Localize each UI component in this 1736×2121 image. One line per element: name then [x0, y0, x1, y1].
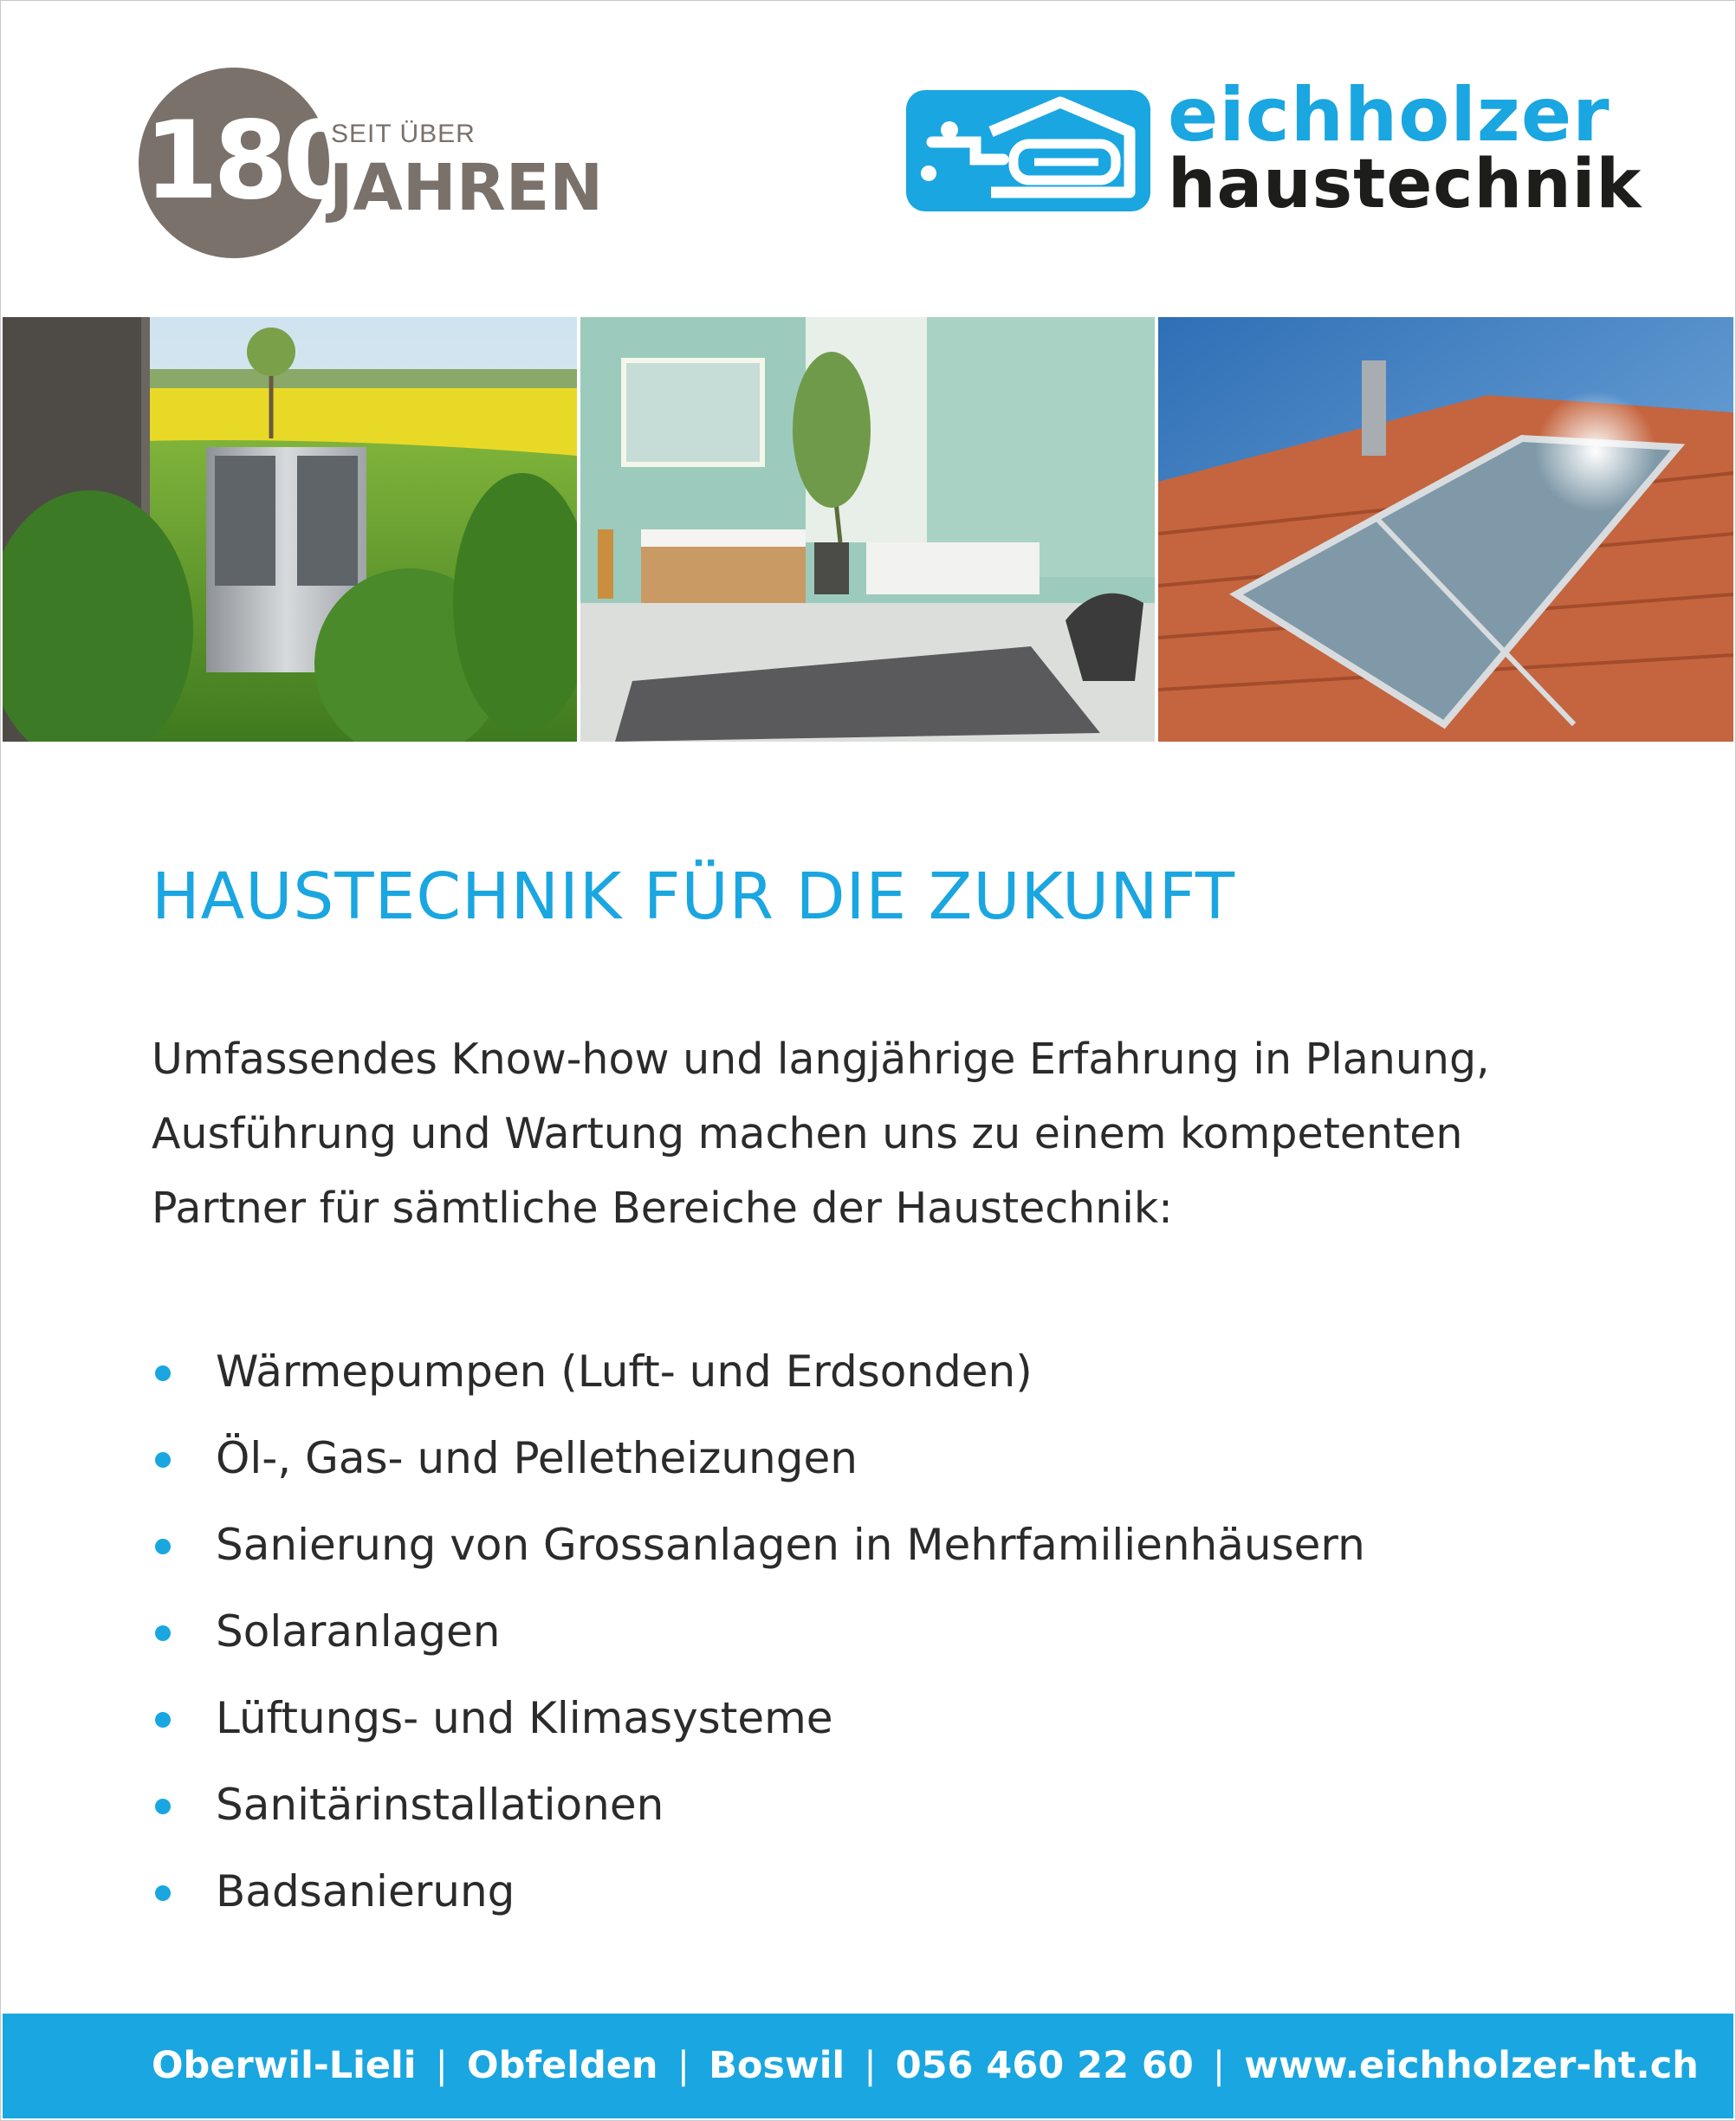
intro-paragraph	[152, 1022, 1624, 1246]
list-item	[152, 1333, 1624, 1419]
service-label: Solaranlagen	[216, 1606, 501, 1657]
anniversary-prefix: SEIT ÜBER	[331, 120, 476, 148]
bullet-icon	[155, 1452, 171, 1468]
list-item	[152, 1506, 1624, 1592]
service-label: Lüftungs- und Klimasysteme	[216, 1693, 833, 1743]
headline: HAUSTECHNIK FÜR DIE ZUKUNFT	[152, 859, 1236, 934]
service-label: Sanitärinstallationen	[216, 1780, 664, 1830]
photo-strip	[3, 317, 1733, 742]
heat-pump-photo	[3, 317, 577, 742]
intro-line: Umfassendes Know-how und langjährige Erfahrung in Planung,	[152, 1035, 1490, 1084]
intro-line: Ausführung und Wartung machen uns zu einem kompetenten	[152, 1109, 1463, 1158]
bullet-icon	[155, 1365, 171, 1381]
list-item	[152, 1852, 1624, 1939]
list-item	[152, 1679, 1624, 1766]
list-item	[152, 1419, 1624, 1506]
bullet-icon	[155, 1799, 171, 1814]
separator: |	[864, 2044, 877, 2087]
service-label: Öl-, Gas- und Pelletheizungen	[216, 1433, 858, 1483]
service-label: Wärmepumpen (Luft- und Erdsonden)	[216, 1346, 1033, 1397]
bullet-icon	[155, 1539, 171, 1554]
bullet-icon	[155, 1712, 171, 1728]
bullet-icon	[155, 1885, 171, 1901]
solar-roof-photo	[1158, 317, 1733, 742]
brand-logo	[906, 72, 1642, 227]
list-item	[152, 1592, 1624, 1679]
website-link[interactable]: www.eichholzer-ht.ch	[1244, 2044, 1699, 2087]
anniversary-badge	[139, 68, 1005, 267]
contact-footer	[3, 2014, 1733, 2118]
contact-row	[152, 2038, 1699, 2093]
anniversary-unit: JAHREN	[329, 151, 604, 225]
separator: |	[1212, 2044, 1226, 2087]
location-boswil: Boswil	[709, 2044, 845, 2087]
location-oberwil-lieli: Oberwil-Lieli	[152, 2044, 417, 2087]
brand-name: eichholzer	[1168, 72, 1610, 159]
bathroom-photo	[580, 317, 1155, 742]
list-item	[152, 1766, 1624, 1852]
intro-line: Partner für sämtliche Bereiche der Haustechnik:	[152, 1184, 1173, 1233]
separator: |	[677, 2044, 690, 2087]
separator: |	[435, 2044, 449, 2087]
anniversary-number: 180	[144, 99, 353, 224]
house-pipe-logo-icon	[906, 90, 1150, 211]
services-list	[152, 1333, 1624, 1939]
brand-subtitle: haustechnik	[1168, 146, 1642, 224]
bullet-icon	[155, 1625, 171, 1641]
location-obfelden: Obfelden	[467, 2044, 658, 2087]
service-label: Sanierung von Grossanlagen in Mehrfamilienhäusern	[216, 1520, 1365, 1570]
service-label: Badsanierung	[216, 1866, 515, 1917]
phone-number[interactable]: 056 460 22 60	[895, 2044, 1194, 2087]
